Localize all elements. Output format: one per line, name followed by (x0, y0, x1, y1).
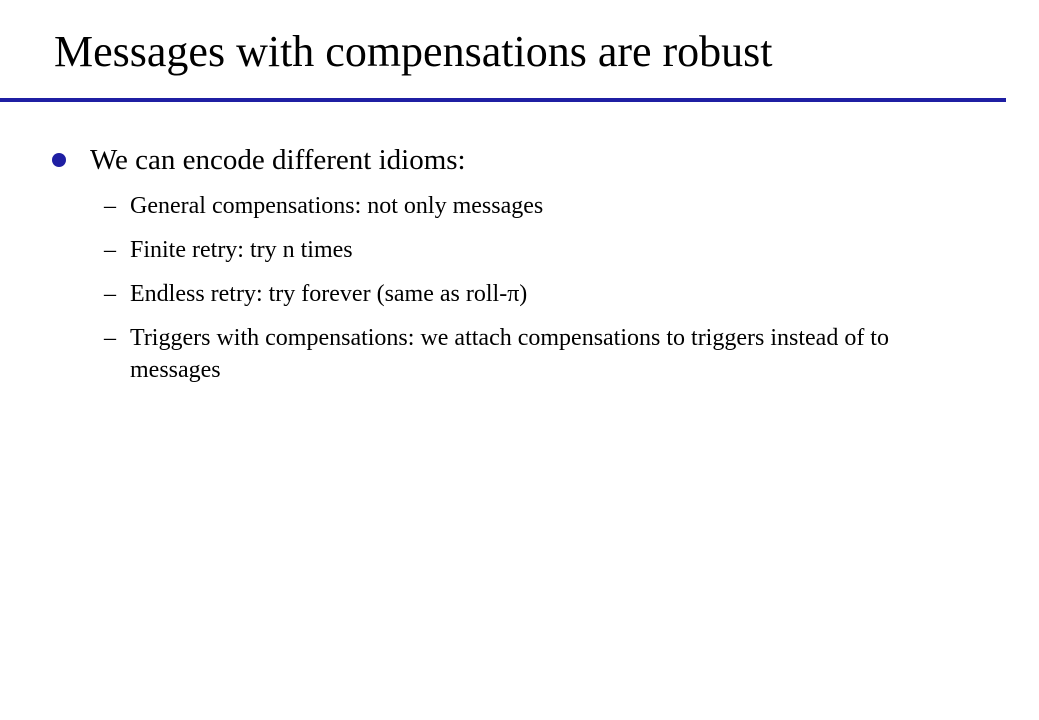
sub-bullet-item (104, 234, 910, 266)
main-bullet-text: We can encode different idioms: (90, 144, 466, 176)
sub-bullet-item (104, 190, 910, 222)
sub-bullet-text: General compensations: not only messages (130, 193, 544, 219)
sub-bullet-text: Triggers with compensations: we attach compensations to triggers instead of to messages (130, 325, 889, 383)
dash-marker: – (104, 325, 116, 351)
sub-bullet-list (104, 190, 910, 398)
sub-bullet-text: Endless retry: try forever (same as roll-π) (130, 281, 528, 307)
slide-title: Messages with compensations are robust (54, 27, 773, 76)
sub-bullet-item (104, 278, 910, 310)
main-bullet (52, 140, 466, 180)
title-divider (0, 98, 1006, 102)
dash-marker: – (104, 193, 116, 219)
bullet-dot-icon (52, 153, 66, 167)
sub-bullet-text: Finite retry: try n times (130, 237, 353, 263)
sub-bullet-item (104, 322, 910, 386)
dash-marker: – (104, 237, 116, 263)
dash-marker: – (104, 281, 116, 307)
